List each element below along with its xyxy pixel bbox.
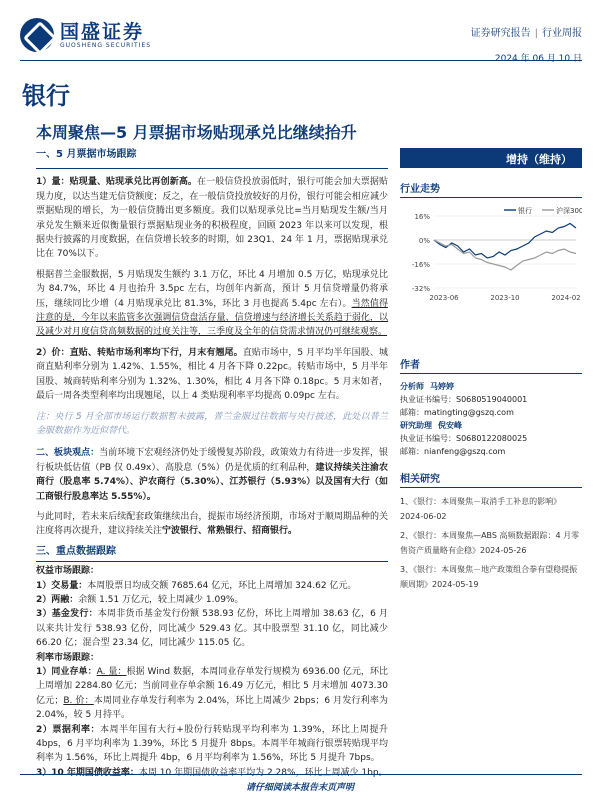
y-tick-label: 0% (418, 237, 430, 245)
p1-lead: 1）量：贴现量、贴现承兑比再创新高。 (36, 177, 198, 188)
assistant-line (400, 419, 582, 432)
analyst-label: 分析师 (400, 382, 424, 391)
p2-underline: 当然值得注意的是，今年以来监管多次强调信贷盘活存量、信贷增速与经济增长关系趋于弱化，以及减少对月度信贷高频数据的过度关注等，三季度及全年的信贷需求情况仍可继续观察。 (36, 298, 388, 338)
section1-note: 注：央行 5 月全部市场运行数据暂未披露，普兰金服过往数据与央行披述，此处以普兰金服数据作为近似替代。 (36, 411, 388, 436)
data-line-volume (36, 579, 388, 593)
related-list (400, 494, 582, 592)
p3-body: 直贴市场中，5 月平均半年国股、城商直贴利率分别为 1.42%、1.55%，相比 4 月各下降 0.22pc。转贴市场中，5 月半年国股、城商转贴利率分别为 1.32%、1.30%，相比 4 月各下降 0.18pc。5 月末如者，最后一周各类型利率均出现翘尾，以上 4 类贴现利率平均提高 0.09pc 左右。 (36, 347, 389, 402)
related-title: 相关研究 (400, 470, 582, 488)
report-date: 2024 年 06 月 10 日 (494, 54, 582, 64)
bond-body: 本周 10 年期国债收益率平均为 2.28%，环比上周减少 1bp。 (138, 767, 388, 778)
section3-title: 三、重点数据跟踪 (36, 545, 116, 557)
footer-note: 请仔细阅读本报告末页声明 (245, 783, 354, 793)
ncd-b-label: B. 价： (63, 695, 94, 706)
logo-text-en: GUOSHENG SECURITIES (60, 41, 152, 49)
bond-lead: 3）10 年期国债收益率： (36, 767, 139, 778)
ncd-lead: 1）同业存单： (36, 667, 97, 677)
volume-body: 本周股票日均成交额 7685.64 亿元，环比上周增加 324.62 亿元。 (87, 580, 357, 591)
analyst-line (400, 380, 582, 393)
related-item: 2、《银行：本周聚焦—ABS 高频数据跟踪：4 月零售资产质量略有企稳》2024-05-26 (400, 531, 580, 555)
assistant-name: 倪安峰 (438, 421, 462, 430)
ncd-b-body: 本周同业存单发行利率为 2.04%，环比上周减少 2bps；6 月发行利率为 2.04%，较 5 月持平。 (36, 695, 388, 721)
data-line-ncd (36, 665, 388, 723)
author-block (400, 356, 582, 592)
sidebar (400, 148, 582, 596)
s2-p2-body: 与此同时，若未来后续配套政策继续出台，提振市场经济预期，市场对于顺周期品种的关注度将再次提升，建议持续关注 (36, 511, 388, 537)
bill-lead: 2）票据利率： (36, 724, 101, 735)
ncd-a-label: A. 量： (96, 667, 127, 677)
section2-paragraph-2 (36, 510, 388, 539)
margin-lead: 2）两融： (36, 594, 79, 605)
volume-lead: 1）交易量： (36, 580, 88, 591)
logo-text-cn: 国盛证券 (60, 20, 145, 43)
x-tick-label: 2023-10 (490, 294, 520, 302)
section2-title: 二、板块观点： (36, 448, 100, 459)
s2-p1-bold: 建议持续关注渝农商行（股息率 5.74%）、沪农商行（5.30%）、江苏银行（5.93%）以及国有大行（如工商银行股息率达 5.55%）。 (36, 462, 388, 502)
rating-badge: 增持（维持） (400, 148, 582, 168)
related-item: 3、《银行：本周聚焦－地产政策组合拳有望稳提振顺周期》2024-05-19 (400, 565, 578, 589)
sector-title: 银行 (22, 82, 70, 110)
fund-body: 本周非货币基金发行份额 538.93 亿份，环比上周增加 38.63 亿，6 月以来共计发行 538.93 亿份，同比减少 529.43 亿。其中股票型 31.10 亿，同比减少 66.20 亿；混合型 23.34 亿，同比减少 115.05 亿。 (36, 609, 388, 649)
y-tick-label: 16% (414, 213, 430, 221)
data-line-fund (36, 607, 388, 650)
trend-chart-svg (400, 202, 582, 312)
data-line-bill (36, 723, 388, 766)
section3-header (36, 545, 388, 562)
legend-label: 沪深300 (556, 207, 582, 215)
section1-paragraph-1 (36, 175, 388, 261)
data-line-margin (36, 593, 388, 607)
y-tick-label: -16% (411, 261, 430, 269)
analyst-email: 邮箱：matingting@gszq.com (400, 408, 514, 417)
assistant-cert: 执业证书编号：S0680122080025 (400, 434, 528, 443)
related-item: 1、《银行：本周聚焦－取消手工补息的影响》2024-06-02 (400, 497, 562, 521)
p1-body: 在一般信贷投放弱低时，银行可能会加大票据贴现力度，以达当建无信贷额度；反之，在一般信贷投放较好的月份，银行可能会相应减少票据贴现的增长，为一般信贷腾出更多额度。我们以贴现承兑比=当月贴现发生额/当月承兑发生额来近似衡量银行票据贴现业务的积极程度，回顾 2023 年以来可以发现，根据央行披露的月度数据，在信贷增长较多的时期，如 23Q1、24 年 1 月，票据贴现承兑比在 70%以下。 (36, 177, 388, 260)
trend-chart (400, 202, 582, 312)
bill-body: 本周半年国有大行+股份行转贴现平均利率为 1.39%，环比上周提升 4bps，6 月平均利率为 1.39%，环比 5 月提升 8bps。本周半年城商行银票转贴现平均利率为 1.56%，环比上周提升 4bp，6 月平均利率为 1.56%，环比 5 月提升 7bps。 (36, 724, 388, 764)
fund-lead: 3）基金发行： (36, 609, 98, 620)
main-column (36, 148, 388, 780)
equity-subheading: 权益市场跟踪： (36, 566, 100, 577)
p3-lead: 2）价：直贴、转贴市场利率均下行，月末有翘尾。 (36, 347, 243, 358)
margin-body: 余额 1.51 万亿元，较上周减少 1.09%。 (78, 594, 244, 605)
report-tag-1: 证券研究报告 (470, 28, 531, 39)
company-logo-icon (20, 18, 54, 52)
ncd-a-body: 根据 Wind 数据，本周同业存单发行规模为 6936.00 亿元，环比上周增加 2284.80 亿元；当前同业存单余额 16.49 万亿元，相比 5 月末增加 4073.30 亿元； (36, 667, 388, 706)
p2-a: 根据普兰金服数据，5 月贴现发生额约 3.1 万亿，环比 4 月增加 0.5 万亿，贴现承兑比为 84.7%，环比 4 月也抬升 3.5pc 左右，均创年内新高，预计 5 月信贷增量仍将承压，继续同比少增（4 月贴现承兑比 81.3%，环比 3 月也提高 5.4pc 左右）。 (36, 269, 388, 309)
section1-title: 一、5 月票据市场跟踪 (36, 149, 137, 160)
footer-divider (20, 774, 582, 775)
s2-p2-bold: 宁波银行、常熟银行、招商银行。 (162, 526, 298, 537)
rates-subheading: 利率市场跟踪： (36, 652, 100, 663)
s2-p1-body: 当前环境下宏观经济仍处于缓慢复苏阶段，政策效力有待进一步发挥，银行板块低估值（PB 仅 0.49x）、高股息（5%）仍是优质的红利品种， (36, 448, 388, 473)
analyst-name: 马婷婷 (430, 382, 454, 391)
header-divider (20, 60, 582, 61)
report-tag-2: 行业周报 (542, 28, 582, 39)
assistant-email: 邮箱：nianfeng@gszq.com (400, 447, 506, 456)
section1-paragraph-2 (36, 268, 388, 340)
trend-title: 行业走势 (400, 180, 582, 198)
y-tick-label: -32% (411, 285, 430, 293)
report-type: 证券研究报告 | 行业周报 2024 年 06 月 10 日 (470, 28, 582, 64)
report-headline: 本周聚焦—5 月票据市场贴现承兑比继续抬升 (36, 123, 357, 142)
x-tick-label: 2024-02 (551, 294, 581, 302)
analyst-cert: 执业证书编号：S0680519040001 (400, 395, 528, 404)
legend-label: 银行 (518, 207, 532, 215)
assistant-label: 研究助理 (400, 421, 432, 430)
section1-header (36, 148, 388, 169)
x-tick-label: 2023-06 (429, 294, 459, 302)
authors-title: 作者 (400, 356, 582, 374)
section1-paragraph-3 (36, 346, 388, 404)
header-logo (20, 18, 151, 52)
section2-paragraph-1 (36, 446, 388, 504)
